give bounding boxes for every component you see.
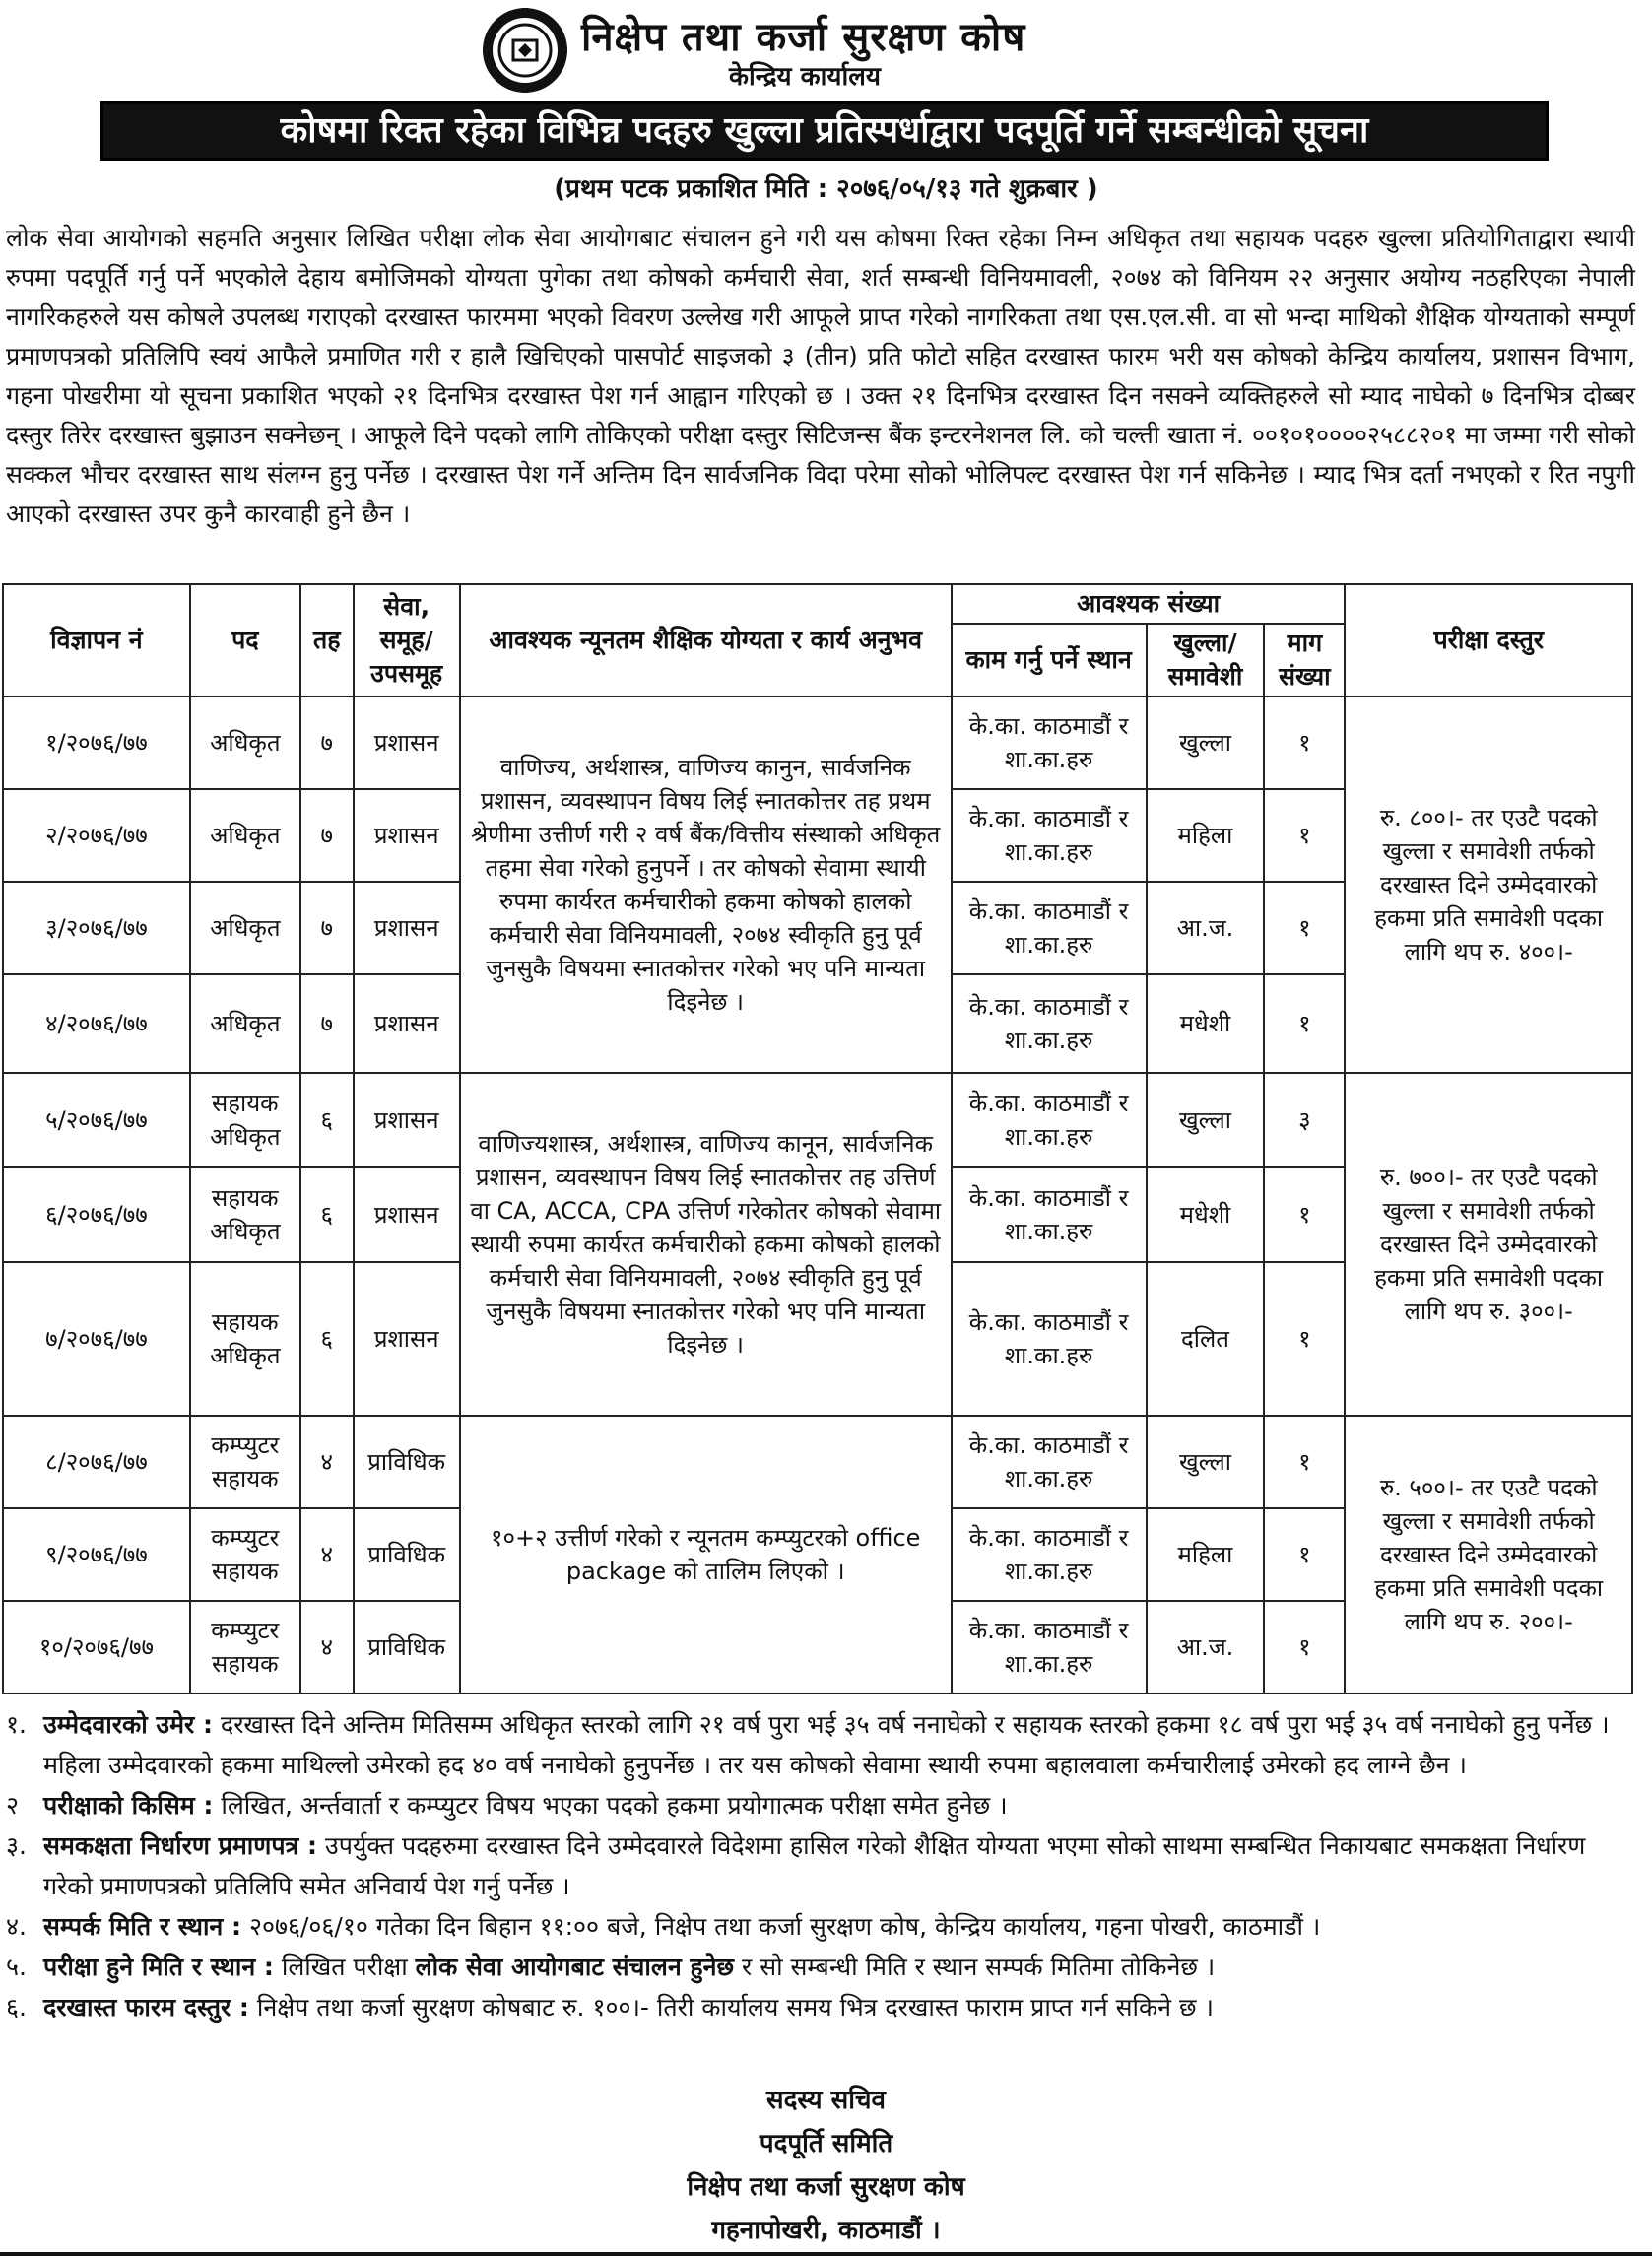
header-ad-no: विज्ञापन नं	[3, 584, 190, 697]
note-body: दरखास्त दिने अन्तिम मितिसम्म अधिकृत स्तरको लागि २१ वर्ष पुरा भई ३५ वर्ष ननाघेको र सहायक स्तरको हकमा १८ वर्ष पुरा भई ३५ वर्ष ननाघेको हुनु पर्नेछ । महिला उम्मेदवारको हकमा माथिल्लो उमेरको हद ४० वर्ष ननाघेको हुनुपर्नेछ । तर यस कोषको सेवामा स्थायी रुपमा बहालवाला कर्मचारीलाई उमेरको हद लाग्ने छैन ।	[43, 1710, 1610, 1779]
header-post: पद	[190, 584, 300, 697]
cell-post: सहायक अधिकृत	[190, 1073, 300, 1167]
cell-service: प्रशासन	[354, 789, 460, 882]
notes-list	[6, 1704, 1637, 2027]
cell-service: प्राविधिक	[354, 1508, 460, 1601]
note-title: समकक्षता निर्धारण प्रमाणपत्र :	[43, 1831, 318, 1860]
note-item	[6, 1785, 1637, 1826]
signature-line-1: सदस्य सचिव	[766, 2086, 886, 2115]
cell-demand: १	[1264, 1262, 1345, 1416]
cell-ad-no: ४/२०७६/७७	[3, 974, 190, 1073]
cell-category: खुल्ला	[1147, 1416, 1265, 1508]
cell-ad-no: ५/२०७६/७७	[3, 1073, 190, 1167]
cell-category: महिला	[1147, 789, 1265, 882]
signature-line-2: पदपूर्ति समिति	[759, 2129, 893, 2158]
header-location: काम गर्नु पर्ने स्थान	[952, 624, 1147, 697]
cell-level: ६	[300, 1073, 354, 1167]
cell-ad-no: १०/२०७६/७७	[3, 1601, 190, 1694]
cell-demand: १	[1264, 1167, 1345, 1262]
note-number: ५.	[6, 1953, 27, 1981]
cell-post: अधिकृत	[190, 789, 300, 882]
cell-exam-fee: रु. ७००।- तर एउटै पदको खुल्ला र समावेशी तर्फको दरखास्त दिने उम्मेदवारको हकमा प्रति समावेशी पदका लागि थप रु. ३००।-	[1345, 1073, 1632, 1416]
cell-service: प्रशासन	[354, 1167, 460, 1262]
cell-post: अधिकृत	[190, 974, 300, 1073]
note-number: ६.	[6, 1993, 27, 2022]
cell-level: ४	[300, 1601, 354, 1694]
header-required: आवश्यक संख्या	[952, 584, 1346, 624]
cell-location: के.का. काठमाडौं र शा.का.हरु	[952, 1508, 1147, 1601]
cell-category: खुल्ला	[1147, 1073, 1265, 1167]
note-number: ३.	[6, 1831, 27, 1860]
cell-location: के.का. काठमाडौं र शा.का.हरु	[952, 974, 1147, 1073]
table-header-row	[3, 584, 1632, 624]
note-title: उम्मेदवारको उमेर :	[43, 1710, 213, 1739]
cell-service: प्रशासन	[354, 1073, 460, 1167]
document-header	[0, 0, 1652, 99]
intro-paragraph: लोक सेवा आयोगको सहमति अनुसार लिखित परीक्षा लोक सेवा आयोगबाट संचालन हुने गरी यस कोषमा रिक्त रहेका निम्न अधिकृत तथा सहायक पदहरु खुल्ला प्रतियोगिताद्वारा स्थायी रुपमा पदपूर्ति गर्नु पर्ने भएकोले देहाय बमोजिमको योग्यता पुगेका तथा कोषको कर्मचारी सेवा, शर्त सम्बन्धी विनियमावली, २०७४ को विनियम २२ अनुसार अयोग्य नठहरिएका नेपाली नागरिकहरुले यस कोषले उपलब्ध गराएको दरखास्त फारममा भएको विवरण उल्लेख गरी आफूले प्राप्त गरेको नागरिकता तथा एस.एल.सी. वा सो भन्दा माथिको शैक्षिक योग्यताको सम्पूर्ण प्रमाणपत्रको प्रतिलिपि स्वयं आफैले प्रमाणित गरी र हालै खिचिएको पासपोर्ट साइजको ३ (तीन) प्रति फोटो सहित दरखास्त फारम भरी यस कोषको केन्द्रिय कार्यालय, प्रशासन विभाग, गहना पोखरीमा यो सूचना प्रकाशित भएको २१ दिनभित्र दरखास्त पेश गर्न आह्वान गरिएको छ । उक्त २१ दिनभित्र दरखास्त दिन नसक्ने व्यक्तिहरुले सो म्याद नाघेको ७ दिनभित्र दोब्बर दस्तुर तिरेर दरखास्त बुझाउन सक्नेछन् । आफूले दिने पदको लागि तोकिएको परीक्षा दस्तुर सिटिजन्स बैंक इन्टरनेशनल लि. को चल्ती खाता नं. ००१०१००००२५८८२०१ मा जम्मा गरी सोको सक्कल भौचर दरखास्त साथ संलग्न हुनु पर्नेछ । दरखास्त पेश गर्ने अन्तिम दिन सार्वजनिक विदा परेमा सोको भोलिपल्ट दरखास्त पेश गर्न सकिनेछ । म्याद भित्र दर्ता नभएको र रित नपुगी आएको दरखास्त उपर कुनै कारवाही हुने छैन ।	[6, 224, 1635, 528]
vacancy-table-body	[3, 697, 1632, 1694]
cell-ad-no: १/२०७६/७७	[3, 697, 190, 789]
note-body: २०७६/०६/१० गतेका दिन बिहान ११:०० बजे, निक्षेप तथा कर्जा सुरक्षण कोष, केन्द्रिय कार्यालय, गहना पोखरी, काठमाडौं ।	[248, 1912, 1321, 1941]
cell-post: कम्प्युटर सहायक	[190, 1416, 300, 1508]
cell-exam-fee: रु. ८००।- तर एउटै पदको खुल्ला र समावेशी तर्फको दरखास्त दिने उम्मेदवारको हकमा प्रति समावेशी पदका लागि थप रु. ४००।-	[1345, 697, 1632, 1073]
table-row	[3, 1416, 1632, 1508]
cell-post: अधिकृत	[190, 697, 300, 789]
cell-qualification: वाणिज्य, अर्थशास्त्र, वाणिज्य कानुन, सार्वजनिक प्रशासन, व्यवस्थापन विषय लिई स्नातकोत्तर तह प्रथम श्रेणीमा उत्तीर्ण गरी २ वर्ष बैंक/वित्तीय संस्थाको अधिकृत तहमा सेवा गरेको हुनुपर्ने । तर कोषको सेवामा स्थायी रुपमा कार्यरत कर्मचारीको हकमा कोषको हालको कर्मचारी सेवा विनियमावली, २०७४ स्वीकृति हुनु पूर्व जुनसुकै विषयमा स्नातकोत्तर गरेको भए पनि मान्यता दिइनेछ ।	[460, 697, 952, 1073]
note-number: ४.	[6, 1912, 27, 1941]
cell-ad-no: ६/२०७६/७७	[3, 1167, 190, 1262]
note-item	[6, 1947, 1637, 1987]
cell-demand: १	[1264, 1508, 1345, 1601]
note-text	[43, 1906, 1637, 1947]
note-tail: र सो सम्बन्धी मिति र स्थान सम्पर्क मितिमा तोकिनेछ ।	[734, 1953, 1216, 1981]
cell-location: के.का. काठमाडौं र शा.का.हरु	[952, 1073, 1147, 1167]
signature-line-3: निक्षेप तथा कर्जा सुरक्षण कोष	[687, 2172, 965, 2202]
cell-location: के.का. काठमाडौं र शा.का.हरु	[952, 697, 1147, 789]
notice-title-banner	[100, 101, 1549, 161]
cell-demand: १	[1264, 1601, 1345, 1694]
header-fee: परीक्षा दस्तुर	[1345, 584, 1632, 697]
note-body: लिखित परीक्षा	[281, 1953, 416, 1981]
note-body: उपर्युक्त पदहरुमा दरखास्त दिने उम्मेदवारले विदेशमा हासिल गरेको शैक्षित योग्यता भएमा सोको साथमा सम्बन्धित निकायबाट समकक्षता निर्धारण गरेको प्रमाणपत्रको प्रतिलिपि समेत अनिवार्य पेश गर्नु पर्नेछ ।	[43, 1831, 1586, 1900]
cell-demand: १	[1264, 789, 1345, 882]
cell-level: ४	[300, 1416, 354, 1508]
cell-service: प्रशासन	[354, 697, 460, 789]
cell-ad-no: ३/२०७६/७७	[3, 882, 190, 974]
cell-category: मधेशी	[1147, 1167, 1265, 1262]
cell-service: प्राविधिक	[354, 1601, 460, 1694]
cell-service: प्रशासन	[354, 882, 460, 974]
cell-service: प्रशासन	[354, 974, 460, 1073]
cell-level: ७	[300, 882, 354, 974]
cell-level: ४	[300, 1508, 354, 1601]
note-emphasis: लोक सेवा आयोगबाट संचालन हुनेछ	[415, 1953, 735, 1981]
bottom-divider	[0, 2252, 1652, 2256]
organization-logo-icon	[481, 6, 569, 95]
cell-demand: १	[1264, 1416, 1345, 1508]
note-text	[43, 1947, 1637, 1987]
note-item	[6, 1826, 1637, 1906]
cell-post: सहायक अधिकृत	[190, 1167, 300, 1262]
signature-block	[0, 2079, 1652, 2252]
cell-category: आ.ज.	[1147, 882, 1265, 974]
header-demand: माग संख्या	[1264, 624, 1345, 697]
cell-location: के.का. काठमाडौं र शा.का.हरु	[952, 1262, 1147, 1416]
cell-ad-no: २/२०७६/७७	[3, 789, 190, 882]
cell-location: के.का. काठमाडौं र शा.का.हरु	[952, 1416, 1147, 1508]
cell-service: प्रशासन	[354, 1262, 460, 1416]
note-body: लिखित, अर्न्तवार्ता र कम्प्युटर विषय भएका पदको हकमा प्रयोगात्मक परीक्षा समेत हुनेछ ।	[221, 1791, 1008, 1820]
note-title: सम्पर्क मिति र स्थान :	[43, 1912, 242, 1941]
cell-exam-fee: रु. ५००।- तर एउटै पदको खुल्ला र समावेशी तर्फको दरखास्त दिने उम्मेदवारको हकमा प्रति समावेशी पदका लागि थप रु. २००।-	[1345, 1416, 1632, 1694]
header-category: खुल्ला/ समावेशी	[1147, 624, 1265, 697]
cell-level: ७	[300, 974, 354, 1073]
cell-demand: १	[1264, 974, 1345, 1073]
cell-qualification: वाणिज्यशास्त्र, अर्थशास्त्र, वाणिज्य कानून, सार्वजनिक प्रशासन, व्यवस्थापन विषय लिई स्नातकोत्तर तह उत्तिर्ण वा CA, ACCA, CPA उत्तिर्ण गरेकोतर कोषको सेवामा स्थायी रुपमा कार्यरत कर्मचारीको हकमा कोषको हालको कर्मचारी सेवा विनियमावली, २०७४ स्वीकृति हुनु पूर्व जुनसुकै विषयमा स्नातकोत्तर गरेको भए पनि मान्यता दिइनेछ ।	[460, 1073, 952, 1416]
cell-location: के.का. काठमाडौं र शा.का.हरु	[952, 1167, 1147, 1262]
cell-category: दलित	[1147, 1262, 1265, 1416]
cell-category: महिला	[1147, 1508, 1265, 1601]
table-row	[3, 697, 1632, 789]
cell-ad-no: ८/२०७६/७७	[3, 1416, 190, 1508]
organization-name: निक्षेप तथा कर्जा सुरक्षण कोष	[581, 15, 1026, 60]
note-item	[6, 1906, 1637, 1947]
header-service: सेवा, समूह/ उपसमूह	[354, 584, 460, 697]
cell-qualification: १०+२ उत्तीर्ण गरेको र न्यूनतम कम्प्युटरको office package को तालिम लिएको ।	[460, 1416, 952, 1694]
cell-post: अधिकृत	[190, 882, 300, 974]
publication-date: (प्रथम पटक प्रकाशित मिति : २०७६/०५/१३ गते शुक्रबार )	[554, 174, 1098, 204]
cell-level: ६	[300, 1262, 354, 1416]
cell-demand: १	[1264, 882, 1345, 974]
cell-category: खुल्ला	[1147, 697, 1265, 789]
note-number: २	[6, 1791, 20, 1820]
note-number: १.	[6, 1710, 27, 1739]
header-level: तह	[300, 584, 354, 697]
cell-location: के.का. काठमाडौं र शा.का.हरु	[952, 882, 1147, 974]
note-title: दरखास्त फारम दस्तुर :	[43, 1993, 249, 2022]
cell-category: मधेशी	[1147, 974, 1265, 1073]
note-text	[43, 1826, 1637, 1906]
note-text	[43, 1987, 1637, 2027]
note-title: परीक्षा हुने मिति र स्थान :	[43, 1953, 274, 1981]
cell-service: प्राविधिक	[354, 1416, 460, 1508]
note-text	[43, 1785, 1637, 1826]
cell-level: ७	[300, 789, 354, 882]
note-text	[43, 1704, 1637, 1785]
cell-level: ६	[300, 1167, 354, 1262]
vacancy-table	[2, 583, 1633, 1694]
note-item	[6, 1704, 1637, 1785]
office-name: केन्द्रिय कार्यालय	[729, 62, 881, 92]
cell-location: के.का. काठमाडौं र शा.का.हरु	[952, 1601, 1147, 1694]
note-item	[6, 1987, 1637, 2027]
cell-demand: १	[1264, 697, 1345, 789]
signature-line-4: गहनापोखरी, काठमाडौं ।	[711, 2216, 941, 2245]
cell-level: ७	[300, 697, 354, 789]
table-row	[3, 1073, 1632, 1167]
cell-post: कम्प्युटर सहायक	[190, 1508, 300, 1601]
header-qualification: आवश्यक न्यूनतम शैक्षिक योग्यता र कार्य अनुभव	[460, 584, 952, 697]
note-title: परीक्षाको किसिम :	[43, 1791, 214, 1820]
note-body: निक्षेप तथा कर्जा सुरक्षण कोषबाट रु. १००।- तिरी कार्यालय समय भित्र दरखास्त फाराम प्राप्त गर्न सकिने छ ।	[256, 1993, 1214, 2022]
cell-category: आ.ज.	[1147, 1601, 1265, 1694]
cell-demand: ३	[1264, 1073, 1345, 1167]
notice-title: कोषमा रिक्त रहेका विभिन्न पदहरु खुल्ला प्रतिस्पर्धाद्वारा पदपूर्ति गर्ने सम्बन्धीको सूचना	[280, 110, 1369, 151]
cell-post: सहायक अधिकृत	[190, 1262, 300, 1416]
cell-ad-no: ७/२०७६/७७	[3, 1262, 190, 1416]
cell-ad-no: ९/२०७६/७७	[3, 1508, 190, 1601]
cell-location: के.का. काठमाडौं र शा.का.हरु	[952, 789, 1147, 882]
cell-post: कम्प्युटर सहायक	[190, 1601, 300, 1694]
